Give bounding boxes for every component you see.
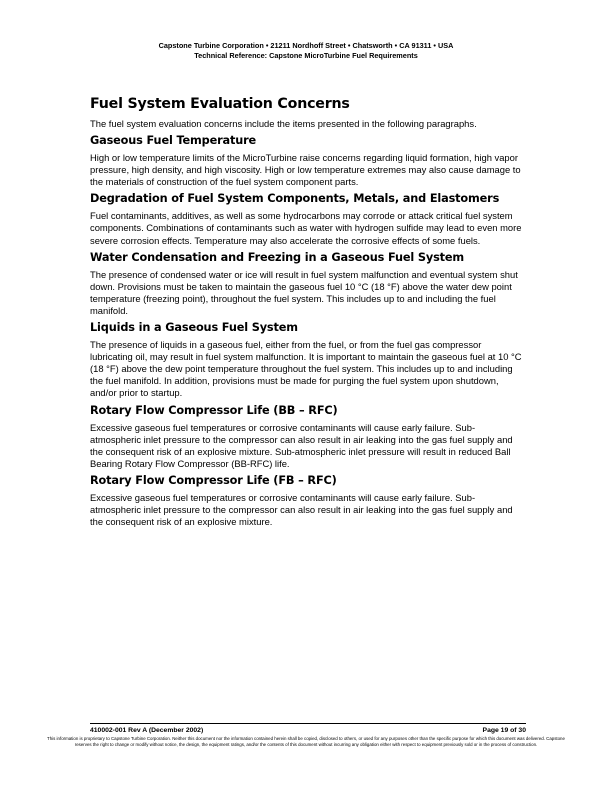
footer-divider bbox=[90, 723, 526, 724]
page-number: Page 19 of 30 bbox=[482, 727, 526, 734]
intro-paragraph: The fuel system evaluation concerns include the items presented in the following paragraphs. bbox=[90, 118, 477, 129]
section-body-liquids: The presence of liquids in a gaseous fuel, either from the fuel, or from the fuel gas compressor lubricating oil, may result in fuel system malfunction. It is important to maintain the gaseous fuel at 10 °C (18 °F) above the dew point temperature throughout the fuel system. This includes up to and including the fuel manifold. In addition, provisions must be made for purging the fuel system upon shutdown, and/or prior to startup. bbox=[90, 339, 522, 399]
section-body-fb-rfc: Excessive gaseous fuel temperatures or corrosive contaminants will cause early failure. Sub-atmospheric inlet pressure to the compressor can also result in air leaking into the gas fuel supply and the consequent risk of an explosive mixture. bbox=[90, 491, 513, 528]
section-heading-water-condensation: Water Condensation and Freezing in a Gaseous Fuel System bbox=[90, 250, 465, 264]
header-address-line: Capstone Turbine Corporation • 21211 Nordhoff Street • Chatsworth • CA 91311 • USA bbox=[158, 41, 454, 50]
page-header bbox=[0, 41, 612, 61]
page-title: Fuel System Evaluation Concerns bbox=[90, 96, 350, 112]
main-content bbox=[90, 96, 526, 531]
section-heading-gaseous-fuel-temperature: Gaseous Fuel Temperature bbox=[90, 134, 257, 148]
section-body-gaseous-fuel-temperature: High or low temperature limits of the MicroTurbine raise concerns regarding liquid formation, high vapor pressure, high density, and high viscosity. High or low temperature extremes may also cause damage to the materials of construction of the fuel system component parts. bbox=[90, 152, 521, 188]
footer-row bbox=[90, 726, 526, 735]
section-body-water-condensation: The presence of condensed water or ice will result in fuel system malfunction and eventual system shut down. Provisions must be taken to maintain the gaseous fuel 10 °C (18 °F) above the water dew point temperature (freezing point), throughout the fuel system. This includes up to and including the fuel manifold. bbox=[90, 268, 518, 316]
section-heading-fb-rfc: Rotary Flow Compressor Life (FB – RFC) bbox=[90, 473, 337, 487]
section-heading-liquids: Liquids in a Gaseous Fuel System bbox=[90, 321, 298, 335]
footer-disclaimer: This information is proprietary to Capstone Turbine Corporation. Neither this document nor the information contained herein shall be copied, disclosed to others, or used for any purposes other than the specific purpose for which this document was delivered. Capstone reserves the right to change or modify without notice, the design, the equipment ratings, and/or the contents of this document without incurring any obligation either with respect to equipment previously sold or in the process of construction. bbox=[47, 736, 565, 747]
section-body-bb-rfc: Excessive gaseous fuel temperatures or corrosive contaminants will cause early failure. Sub-atmospheric inlet pressure to the compressor can also result in air leaking into the gas fuel supply and the consequent risk of an explosive mixture. Sub-atmospheric inlet pressure will result in reduced Ball Bearing Rotary Flow Compressor (BB-RFC) life. bbox=[90, 421, 513, 469]
section-heading-bb-rfc: Rotary Flow Compressor Life (BB – RFC) bbox=[90, 403, 338, 417]
header-reference-line: Technical Reference: Capstone MicroTurbine Fuel Requirements bbox=[194, 51, 418, 60]
section-body-degradation: Fuel contaminants, additives, as well as some hydrocarbons may corrode or attack critical fuel system components. Combinations of contaminants such as water with hydrogen sulfide may lead to even more severe corrosion effects. Temperature may also accelerate the corrosive effects of some fuels. bbox=[90, 210, 522, 246]
page-footer bbox=[90, 723, 526, 735]
document-id: 410002-001 Rev A (December 2002) bbox=[90, 727, 204, 734]
section-heading-degradation: Degradation of Fuel System Components, Metals, and Elastomers bbox=[90, 192, 500, 206]
